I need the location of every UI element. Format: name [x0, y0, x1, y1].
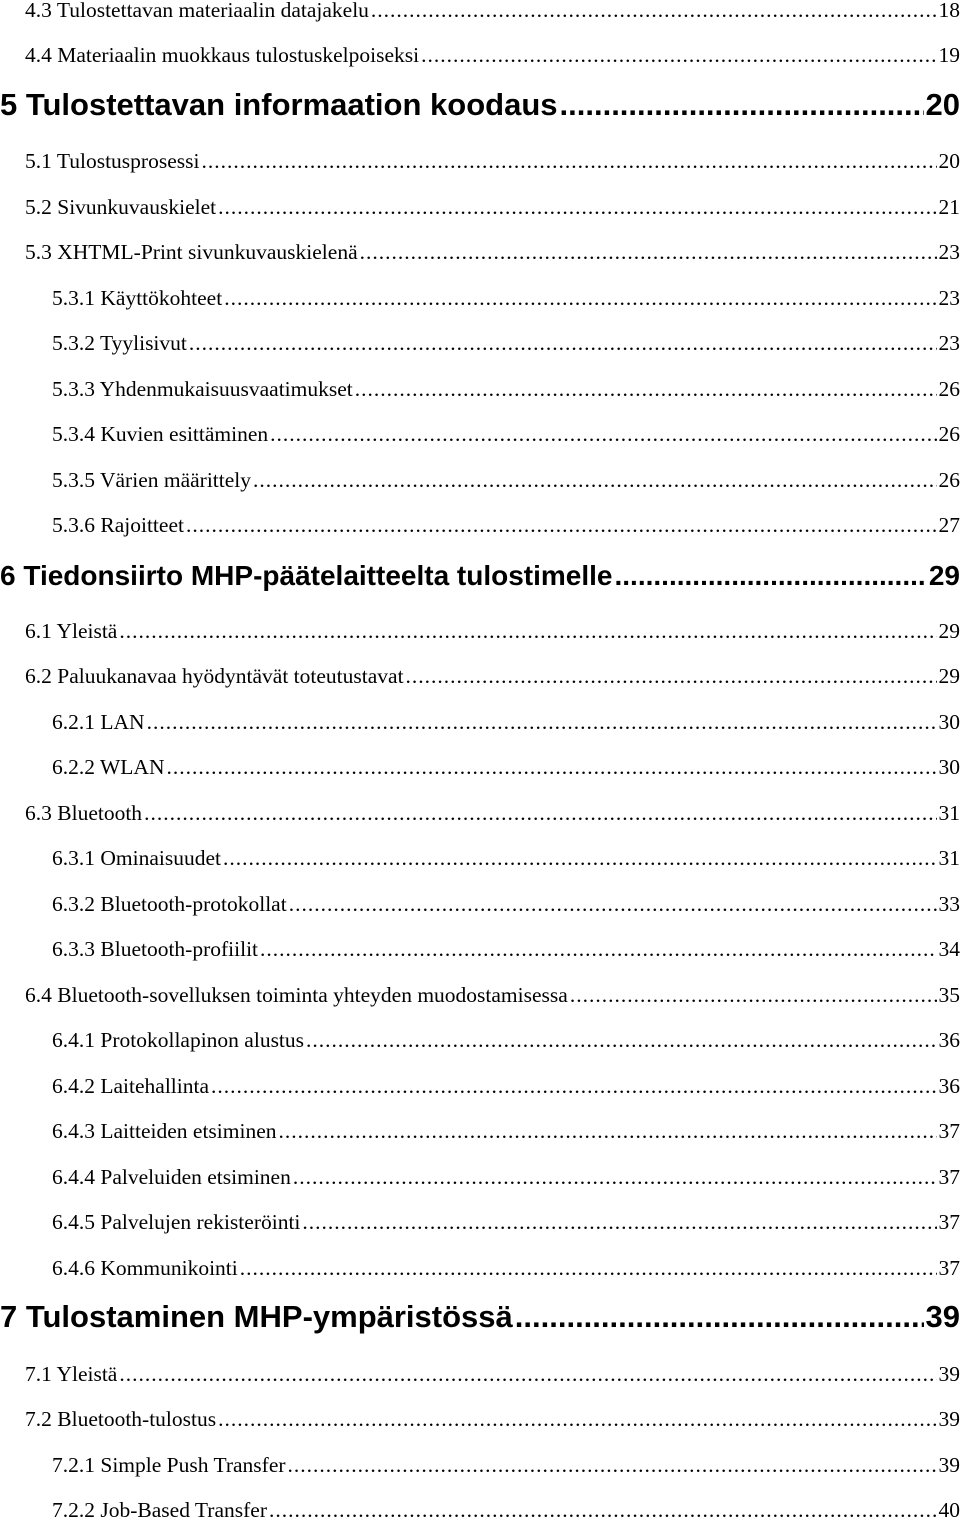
toc-dot-leader — [515, 1301, 924, 1332]
toc-entry-title: 6.2.2 WLAN — [52, 755, 165, 780]
toc-entry-title: 6.3 Bluetooth — [25, 801, 143, 826]
toc-entry-title: 4.4 Materiaalin muokkaus tulostuskelpoiseksi — [25, 43, 420, 68]
toc-entry[interactable] — [52, 515, 960, 537]
toc-page-number: 36 — [938, 1074, 960, 1099]
toc-entry[interactable] — [52, 470, 960, 492]
toc-entry-title: 5.3.1 Käyttökohteet — [52, 286, 223, 311]
toc-page-number: 30 — [938, 755, 960, 780]
toc-entry[interactable] — [52, 848, 960, 870]
toc-page-number: 31 — [938, 801, 960, 826]
toc-page-number: 29 — [928, 560, 960, 592]
toc-page-number: 20 — [925, 87, 960, 123]
toc-dot-leader — [371, 0, 937, 22]
toc-page-number: 19 — [938, 43, 960, 68]
toc-dot-leader — [270, 424, 936, 446]
toc-page-number: 36 — [938, 1028, 960, 1053]
toc-entry[interactable] — [52, 1121, 960, 1143]
toc-page-number: 30 — [938, 710, 960, 735]
toc-dot-leader — [119, 621, 936, 643]
toc-page-number: 39 — [938, 1407, 960, 1432]
toc-dot-leader — [240, 1258, 937, 1280]
toc-page-number: 37 — [938, 1119, 960, 1144]
toc-page-number: 39 — [938, 1362, 960, 1387]
toc-dot-leader — [189, 333, 937, 355]
toc-entry-title: 6.4.3 Laitteiden etsiminen — [52, 1119, 277, 1144]
toc-dot-leader — [570, 985, 937, 1007]
toc-page-number: 39 — [925, 1299, 960, 1335]
toc-entry-title: 6.3.3 Bluetooth-profiilit — [52, 937, 259, 962]
toc-entry-title: 7.2.2 Job-Based Transfer — [52, 1498, 267, 1523]
toc-entry-title: 5.3.4 Kuvien esittäminen — [52, 422, 269, 447]
toc-entry-title: 5.3.5 Värien määrittely — [52, 468, 252, 493]
toc-dot-leader — [615, 562, 927, 590]
toc-entry[interactable] — [52, 1030, 960, 1052]
toc-entry-title: 6.2 Paluukanavaa hyödyntävät toteutustavat — [25, 664, 404, 689]
toc-entry[interactable] — [25, 151, 960, 173]
toc-entry-title: 6.3.1 Ominaisuudet — [52, 846, 221, 871]
toc-page-number: 20 — [938, 149, 960, 174]
toc-entry-title: 6 Tiedonsiirto MHP-päätelaitteelta tulostimelle — [0, 560, 613, 592]
toc-entry[interactable] — [25, 45, 960, 67]
toc-entry-title: 5.3.3 Yhdenmukaisuusvaatimukset — [52, 377, 353, 402]
toc-dot-leader — [166, 757, 936, 779]
toc-dot-leader — [406, 666, 937, 688]
toc-entry[interactable] — [52, 333, 960, 355]
toc-page-number: 26 — [938, 468, 960, 493]
toc-dot-leader — [201, 151, 936, 173]
toc-page-number: 21 — [938, 195, 960, 220]
toc-entry-title: 5.1 Tulostusprosessi — [25, 149, 200, 174]
toc-dot-leader — [218, 197, 936, 219]
toc-entry[interactable] — [52, 757, 960, 779]
toc-page-number: 40 — [938, 1498, 960, 1523]
toc-dot-leader — [218, 1409, 936, 1431]
toc-dot-leader — [288, 1455, 937, 1477]
toc-dot-leader — [279, 1121, 937, 1143]
toc-entry[interactable] — [52, 1076, 960, 1098]
toc-dot-leader — [421, 45, 936, 67]
toc-dot-leader — [560, 89, 924, 120]
toc-page-number: 31 — [938, 846, 960, 871]
toc-dot-leader — [119, 1364, 936, 1386]
toc-entry-title: 5.2 Sivunkuvauskielet — [25, 195, 217, 220]
toc-entry[interactable] — [52, 1258, 960, 1280]
toc-entry-title: 7.2.1 Simple Push Transfer — [52, 1453, 286, 1478]
toc-entry[interactable] — [52, 1500, 960, 1522]
toc-entry[interactable] — [25, 242, 960, 264]
toc-entry[interactable] — [52, 379, 960, 401]
toc-entry[interactable] — [25, 621, 960, 643]
toc-dot-leader — [147, 712, 937, 734]
toc-page-number: 23 — [938, 286, 960, 311]
toc-page-number: 23 — [938, 240, 960, 265]
toc-entry[interactable] — [25, 1409, 960, 1431]
toc-entry[interactable] — [52, 1212, 960, 1234]
toc-entry-title: 6.4.6 Kommunikointi — [52, 1256, 238, 1281]
toc-page-number: 23 — [938, 331, 960, 356]
toc-dot-leader — [355, 379, 937, 401]
toc-entry-title: 6.4.5 Palvelujen rekisteröinti — [52, 1210, 301, 1235]
toc-dot-leader — [289, 894, 937, 916]
toc-entry[interactable] — [52, 1167, 960, 1189]
toc-entry-title: 5.3.6 Rajoitteet — [52, 513, 184, 538]
toc-page-number: 35 — [938, 983, 960, 1008]
toc-entry-title: 7 Tulostaminen MHP-ympäristössä — [0, 1299, 513, 1335]
toc-page-number: 29 — [938, 619, 960, 644]
toc-entry-title: 6.4.1 Protokollapinon alustus — [52, 1028, 305, 1053]
toc-dot-leader — [302, 1212, 936, 1234]
toc-entry-title: 6.4.4 Palveluiden etsiminen — [52, 1165, 291, 1190]
toc-page-number: 37 — [938, 1210, 960, 1235]
toc-entry-title: 6.3.2 Bluetooth-protokollat — [52, 892, 287, 917]
toc-page-number: 27 — [938, 513, 960, 538]
toc-entry[interactable] — [25, 985, 960, 1007]
toc-dot-leader — [306, 1030, 936, 1052]
toc-entry[interactable] — [25, 197, 960, 219]
toc-entry[interactable] — [52, 712, 960, 734]
toc-entry-title: 6.1 Yleistä — [25, 619, 118, 644]
toc-entry[interactable] — [52, 288, 960, 310]
toc-entry-title: 6.2.1 LAN — [52, 710, 145, 735]
toc-page-number: 39 — [938, 1453, 960, 1478]
toc-page-number: 37 — [938, 1256, 960, 1281]
toc-page-number: 34 — [938, 937, 960, 962]
toc-page-number: 26 — [938, 422, 960, 447]
toc-dot-leader — [186, 515, 937, 537]
toc-dot-leader — [293, 1167, 937, 1189]
toc-entry-title: 5.3.2 Tyylisivut — [52, 331, 187, 356]
toc-dot-leader — [253, 470, 936, 492]
toc-entry-title: 5 Tulostettavan informaation koodaus — [0, 87, 558, 123]
toc-entry[interactable] — [52, 939, 960, 961]
toc-entry[interactable] — [25, 803, 960, 825]
toc-entry[interactable] — [52, 1455, 960, 1477]
toc-page-number: 18 — [938, 0, 960, 23]
toc-dot-leader — [223, 848, 937, 870]
toc-page-number: 29 — [938, 664, 960, 689]
toc-entry-title: 4.3 Tulostettavan materiaalin datajakelu — [25, 0, 369, 23]
toc-entry[interactable] — [25, 666, 960, 688]
toc-dot-leader — [360, 242, 937, 264]
toc-dot-leader — [260, 939, 936, 961]
toc-entry[interactable] — [52, 894, 960, 916]
toc-dot-leader — [269, 1500, 937, 1522]
toc-entry[interactable] — [52, 424, 960, 446]
toc-entry-title: 7.1 Yleistä — [25, 1362, 118, 1387]
toc-dot-leader — [144, 803, 936, 825]
toc-entry[interactable] — [0, 1299, 960, 1335]
toc-entry[interactable] — [0, 87, 960, 123]
toc-dot-leader — [224, 288, 936, 310]
toc-entry-title: 6.4.2 Laitehallinta — [52, 1074, 210, 1099]
toc-entry[interactable] — [25, 0, 960, 22]
toc-dot-leader — [211, 1076, 936, 1098]
toc-entry-title: 5.3 XHTML-Print sivunkuvauskielenä — [25, 240, 358, 265]
toc-entry-title: 6.4 Bluetooth-sovelluksen toiminta yhteyden muodostamisessa — [25, 983, 568, 1008]
toc-page-number: 33 — [938, 892, 960, 917]
toc-entry[interactable] — [25, 1364, 960, 1386]
toc-entry-title: 7.2 Bluetooth-tulostus — [25, 1407, 217, 1432]
toc-page-number: 37 — [938, 1165, 960, 1190]
toc-page-number: 26 — [938, 377, 960, 402]
toc-entry[interactable] — [0, 562, 960, 590]
